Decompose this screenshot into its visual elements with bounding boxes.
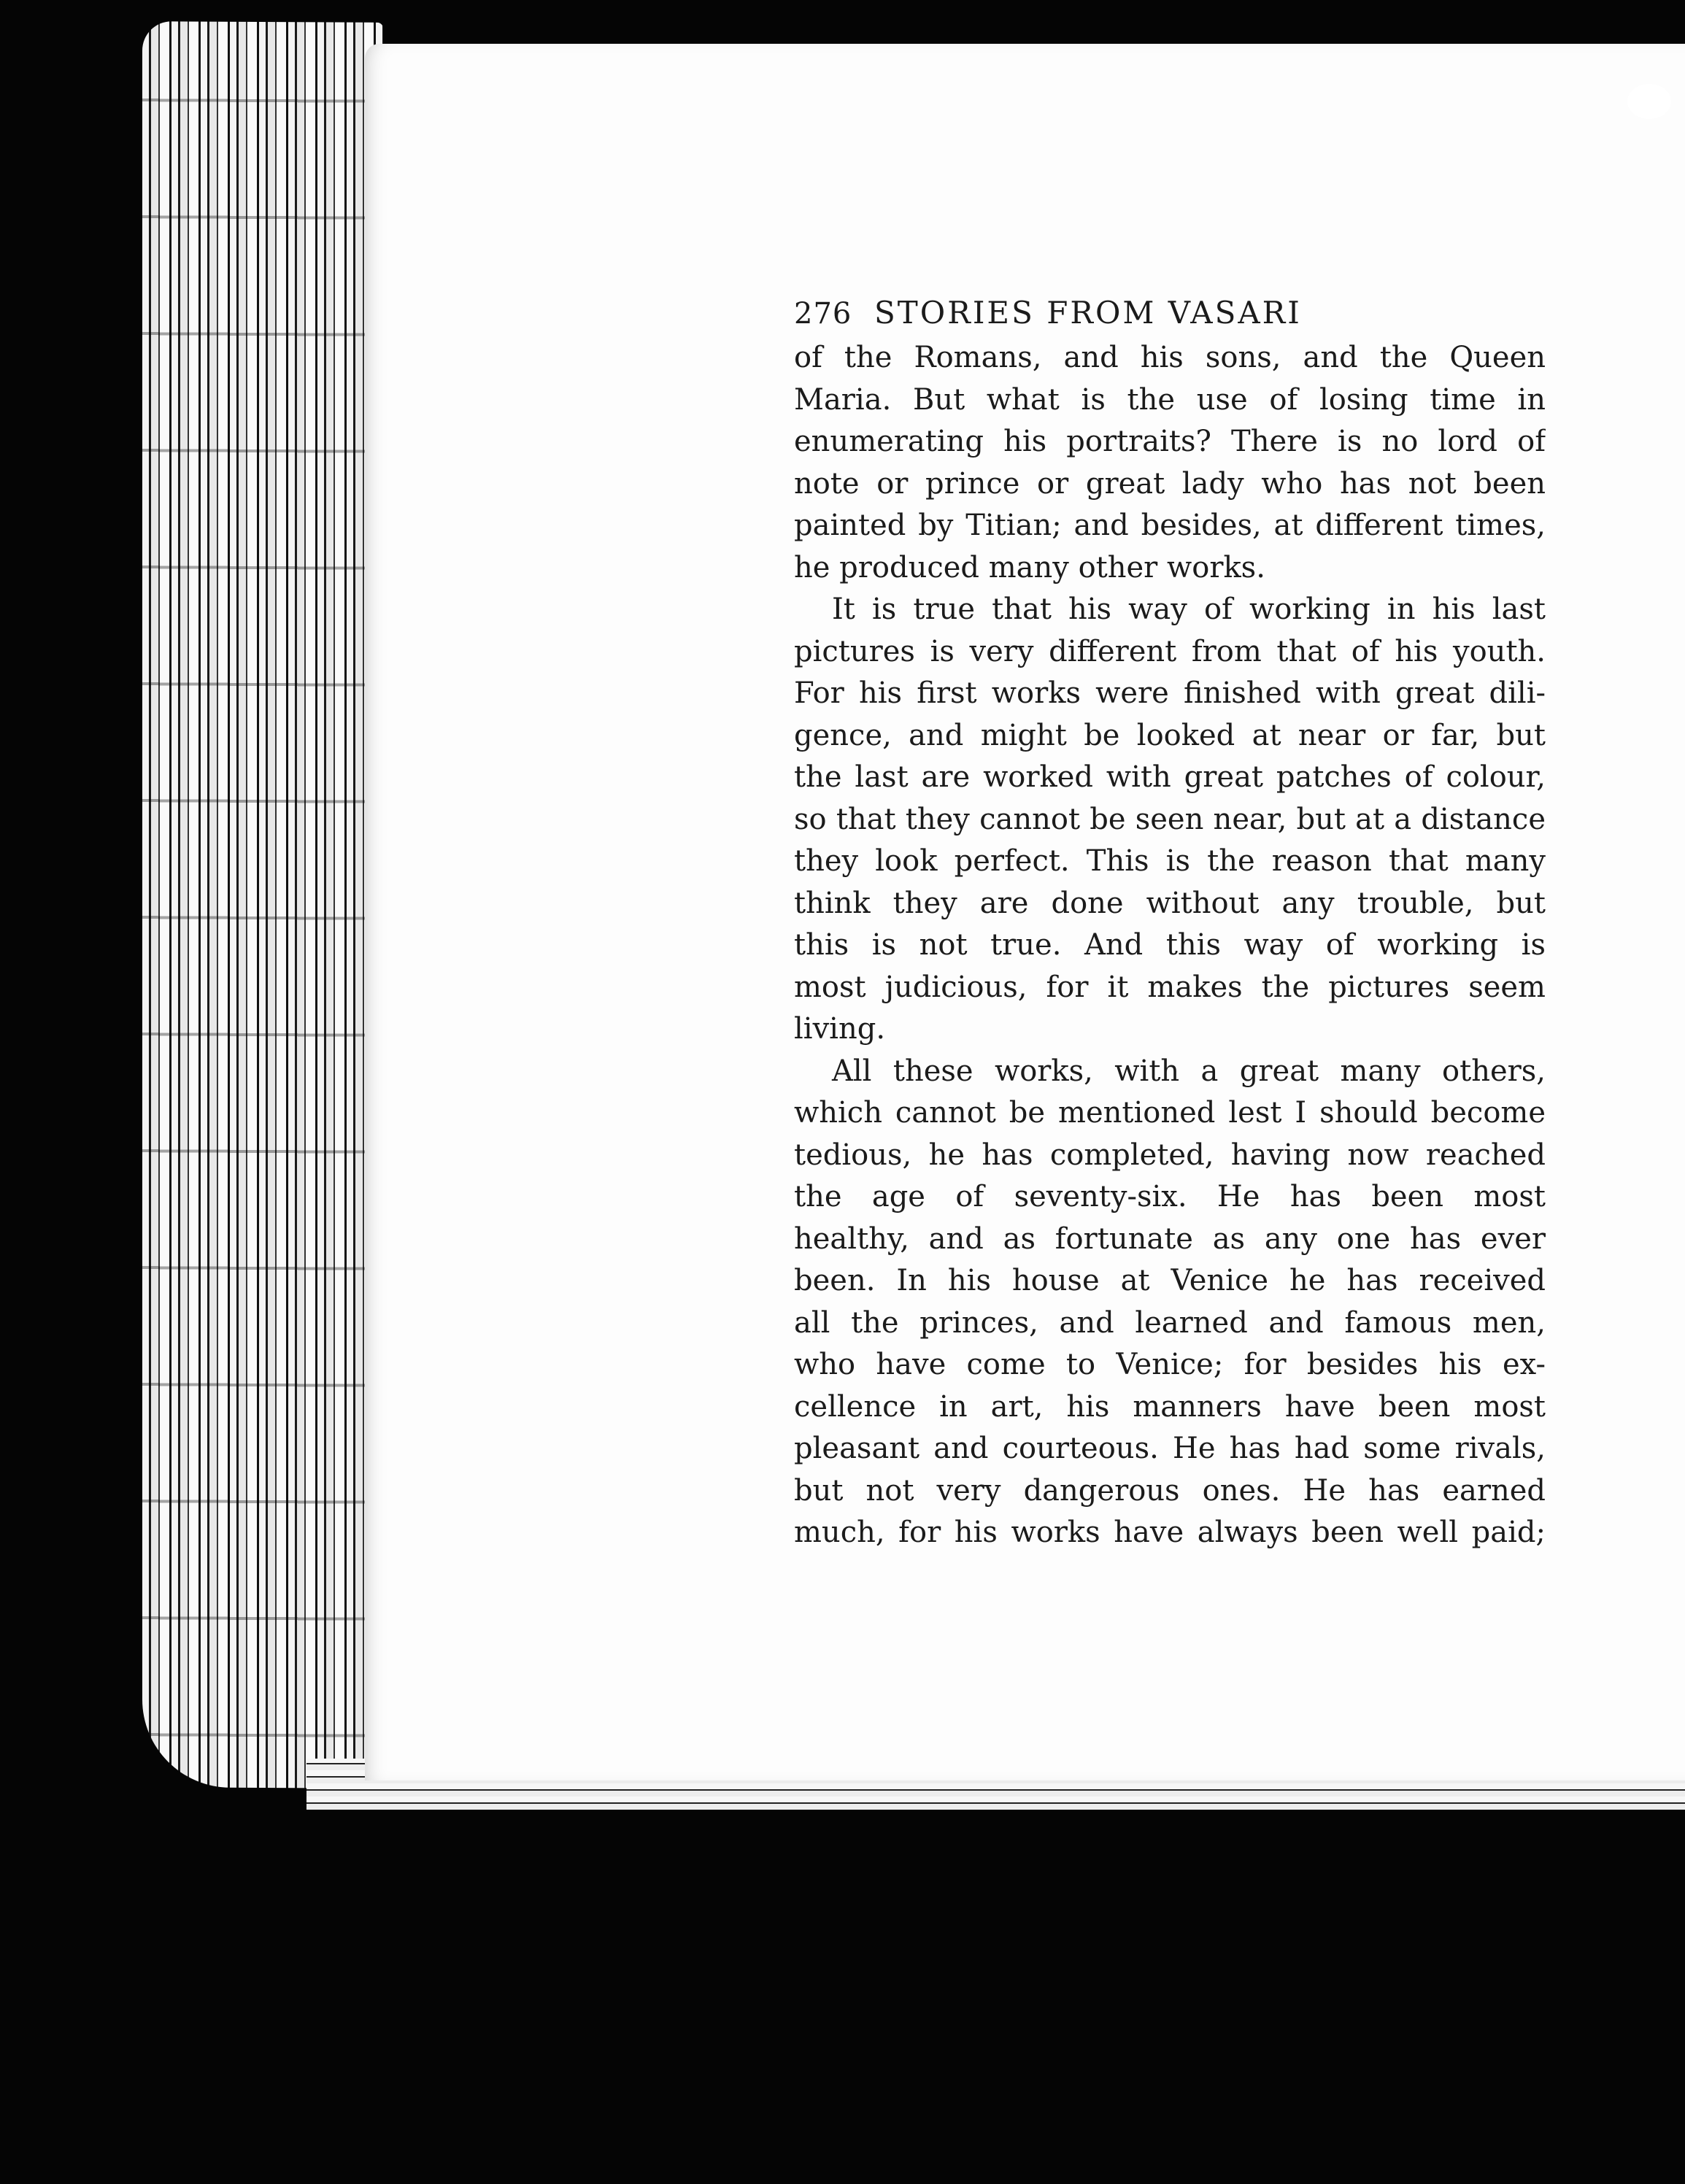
text-line: cellence in art, his manners have been most bbox=[794, 1389, 1546, 1424]
text-line: who have come to Venice; for besides his ex- bbox=[794, 1348, 1546, 1381]
text-line: so that they cannot be seen near, but at a distance bbox=[794, 802, 1546, 836]
text-line: the last are worked with great patches of colour, bbox=[794, 760, 1546, 794]
text-line: Maria. But what is the use of losing time in bbox=[794, 382, 1546, 417]
text-line: they look perfect. This is the reason that many bbox=[794, 844, 1546, 878]
text-line: gence, and might be looked at near or far, but bbox=[794, 718, 1546, 752]
text-line: much, for his works have always been well paid; bbox=[794, 1516, 1546, 1549]
paper-spot bbox=[1627, 84, 1671, 119]
text-line: enumerating his portraits? There is no lord of bbox=[794, 425, 1546, 458]
text-line: It is true that his way of working in his last bbox=[832, 593, 1546, 626]
text-line: but not very dangerous ones. He has earned bbox=[794, 1473, 1546, 1508]
text-line: all the princes, and learned and famous men, bbox=[794, 1305, 1546, 1340]
text-block bbox=[794, 292, 1546, 1554]
text-line: All these works, with a great many others, bbox=[832, 1054, 1546, 1088]
running-head bbox=[794, 292, 1546, 337]
page-number: 276 bbox=[794, 297, 852, 331]
text-line: pictures is very different from that of his youth. bbox=[794, 634, 1546, 668]
text-line: pleasant and courteous. He has had some rivals, bbox=[794, 1432, 1546, 1465]
text-line: healthy, and as fortunate as any one has ever bbox=[794, 1222, 1546, 1256]
text-line: think they are done without any trouble, but bbox=[794, 886, 1546, 920]
text-line: the age of seventy-six. He has been most bbox=[794, 1180, 1546, 1213]
text-line: he produced many other works. bbox=[794, 550, 1265, 584]
text-line: this is not true. And this way of working is bbox=[794, 928, 1546, 962]
text-line: of the Romans, and his sons, and the Queen bbox=[794, 341, 1546, 374]
text-line: painted by Titian; and besides, at different times, bbox=[794, 509, 1546, 542]
book-fore-edge bbox=[142, 21, 383, 1789]
text-line: note or prince or great lady who has not been bbox=[794, 466, 1546, 501]
text-line: most judicious, for it makes the pictures seem bbox=[794, 970, 1546, 1004]
text-line: For his first works were finished with great dili- bbox=[794, 676, 1546, 710]
text-line: living. bbox=[794, 1012, 886, 1046]
text-line: been. In his house at Venice he has received bbox=[794, 1264, 1546, 1297]
text-line: tedious, he has completed, having now reached bbox=[794, 1138, 1546, 1172]
running-title: STORIES FROM VASARI bbox=[874, 295, 1302, 331]
text-line: which cannot be mentioned lest I should become bbox=[794, 1096, 1546, 1130]
